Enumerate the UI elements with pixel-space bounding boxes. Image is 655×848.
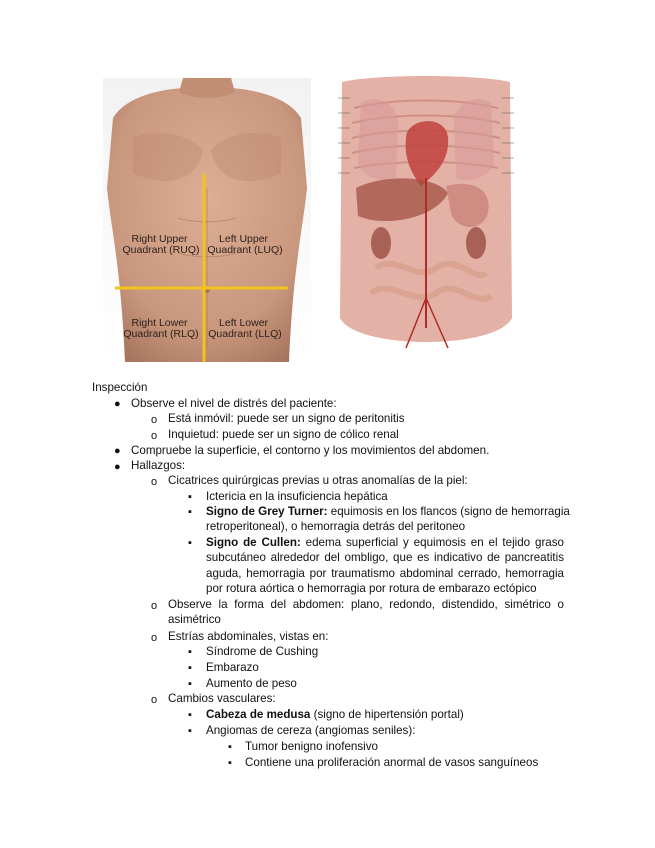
ruq-label-line1: Right Upper [131, 233, 188, 245]
term-bold: Signo de Cullen: [206, 536, 301, 549]
bullet-square: ▪ [228, 757, 232, 769]
svg-text:Right Lower Quadrant (RL [123, 317, 198, 340]
list-item: Cicatrices quirúrgicas previas u otras anomalías de la piel: [168, 474, 468, 487]
list-item: Ictericia en la insuficiencia hepática [206, 490, 388, 503]
list-item-continuation: aguda, hemorragia por traumatismo abdominal cerrado, hemorragia [206, 567, 564, 580]
llq-label-line2: Quadrant (LLQ) [208, 328, 282, 340]
bullet-circle: o [151, 430, 158, 442]
list-item: Inquietud: puede ser un signo de cólico renal [168, 428, 399, 441]
bullet-dot: ● [114, 461, 121, 473]
list-item: Está inmóvil: puede ser un signo de peritonitis [168, 412, 405, 425]
list-item: Embarazo [206, 661, 259, 674]
list-item: Cambios vasculares: [168, 692, 276, 705]
luq-label-line1: Left Upper [219, 233, 269, 245]
bullet-circle: o [151, 632, 158, 644]
bullet-square: ▪ [188, 678, 192, 690]
abdominal-anatomy-figure [336, 68, 516, 358]
ruq-label-line2: Quadrant (RUQ) [122, 244, 200, 256]
term-definition: equimosis en los flancos (signo de hemorragia [327, 505, 570, 518]
list-item-continuation: por rotura aórtica o hemorragia por rotura de embarazo ectópico [206, 582, 537, 595]
list-item-medusa [206, 708, 464, 722]
bullet-square: ▪ [188, 646, 192, 658]
list-item: Compruebe la superficie, el contorno y los movimientos del abdomen. [131, 444, 490, 457]
bullet-square: ▪ [188, 709, 192, 721]
list-item-grey-turner [206, 505, 570, 519]
svg-text:Right Upper Quadrant (RU [122, 233, 199, 256]
term-bold: Cabeza de medusa [206, 708, 311, 721]
section-heading: Inspección [92, 381, 148, 394]
bullet-circle: o [151, 476, 158, 488]
bullet-square: ▪ [188, 491, 192, 503]
rlq-label-line2: Quadrant (RLQ) [123, 328, 199, 340]
torso-illustration [103, 78, 311, 362]
list-item-continuation: retroperitoneal), o hemorragia detrás del peritoneo [206, 520, 466, 533]
list-item-continuation: subcutáneo alrededor del ombligo, que es indicativo de pancreatitis [206, 551, 564, 564]
list-item: Observe el nivel de distrés del paciente: [131, 397, 337, 410]
bullet-square: ▪ [228, 741, 232, 753]
bullet-square: ▪ [188, 537, 192, 549]
anatomy-illustration [336, 68, 516, 358]
list-item: Angiomas de cereza (angiomas seniles): [206, 724, 416, 737]
list-item: Tumor benigno inofensivo [245, 740, 378, 753]
list-item: Estrías abdominales, vistas en: [168, 630, 329, 643]
bullet-dot: ● [114, 445, 121, 457]
bullet-square: ▪ [188, 662, 192, 674]
llq-label-line1: Left Lower [219, 317, 269, 329]
abdominal-quadrants-figure [103, 78, 311, 362]
list-item: Hallazgos: [131, 459, 186, 472]
term-definition: edema superficial y equimosis en el tejido graso [300, 536, 564, 549]
bullet-circle: o [151, 414, 158, 426]
svg-text:Left Lower Quadrant (LLQ [208, 317, 282, 340]
bullet-dot: ● [114, 398, 121, 410]
list-item: Síndrome de Cushing [206, 645, 319, 658]
list-item-cullen [206, 536, 564, 550]
rlq-label-line1: Right Lower [131, 317, 188, 329]
luq-label-line2: Quadrant (LUQ) [207, 244, 283, 256]
list-item: Aumento de peso [206, 677, 297, 690]
term-definition: (signo de hipertensión portal) [310, 708, 464, 721]
bullet-circle: o [151, 694, 158, 706]
list-item: Contiene una proliferación anormal de vasos sanguíneos [245, 756, 539, 769]
term-bold: Signo de Grey Turner: [206, 505, 328, 518]
bullet-square: ▪ [188, 725, 192, 737]
list-item-continuation: asimétrico [168, 613, 221, 626]
bullet-circle: o [151, 600, 158, 612]
bullet-square: ▪ [188, 506, 192, 518]
list-item: Observe la forma del abdomen: plano, redondo, distendido, simétrico o [168, 598, 564, 611]
